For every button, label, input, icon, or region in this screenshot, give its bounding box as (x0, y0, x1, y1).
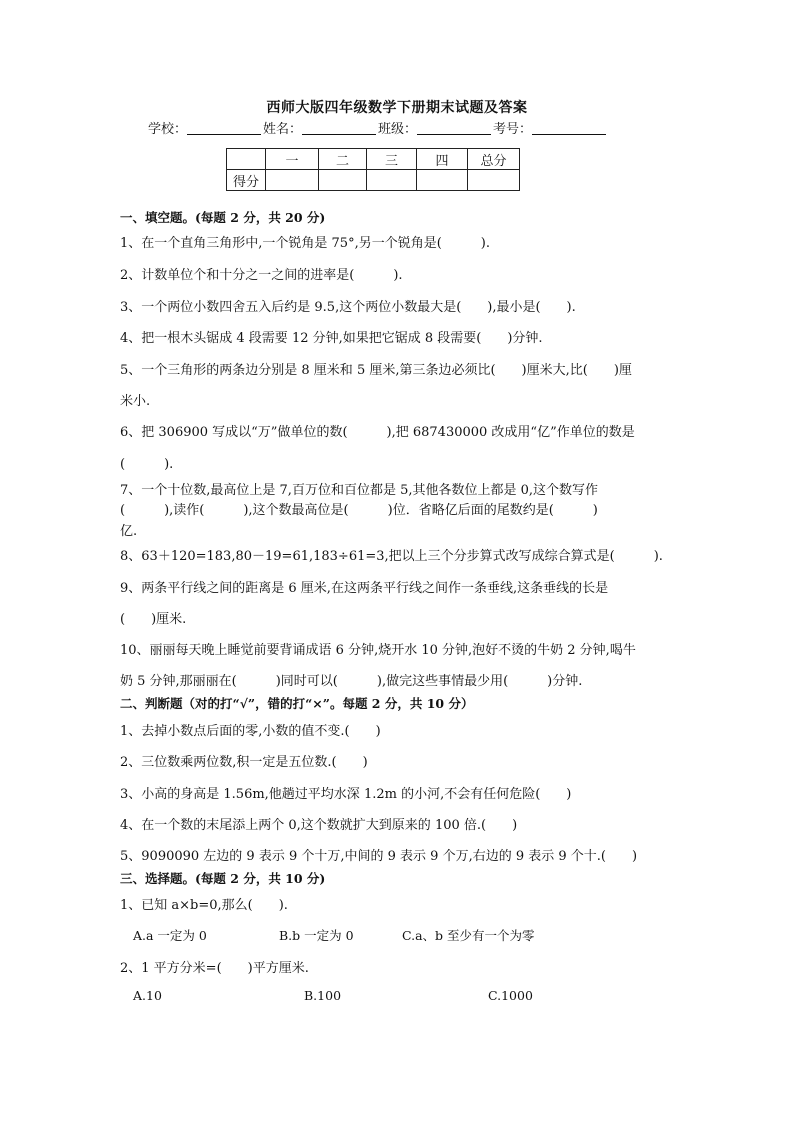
fill-question-3: 3、一个两位小数四舍五入后约是 9.5,这个两位小数最大是( ),最小是( ). (120, 300, 576, 315)
fill-question-5-line-1: 5、一个三角形的两条边分别是 8 厘米和 5 厘米,第三条边必须比( )厘米大,比( )厘 (120, 363, 632, 378)
judge-question-5: 5、9090090 左边的 9 表示 9 个十万,中间的 9 表示 9 个万,右边的 9 表示 9 个十.( ) (120, 849, 638, 864)
school-blank[interactable] (187, 121, 261, 135)
fill-question-8: 8、63＋120=183,80－19=61,183÷61=3,把以上三个分步算式改写成综合算式是( ). (120, 549, 663, 564)
fill-question-7-line-2: ( ),读作( ),这个数最高位是( )位．省略亿后面的尾数约是( ) (120, 503, 598, 518)
score-header-cell: 总分 (468, 149, 520, 170)
score-row (227, 170, 520, 191)
score-cell[interactable] (367, 170, 417, 191)
choice-2-option-c[interactable]: C.1000 (488, 988, 533, 1003)
choice-question-2: 2、1 平方分米=( )平方厘米. (120, 961, 309, 976)
choice-1-option-c[interactable]: C.a、b 至少有一个为零 (402, 928, 535, 943)
fill-question-6-line-2: ( ). (120, 457, 174, 472)
fill-question-9-line-2: ( )厘米. (120, 612, 187, 627)
section-choice-heading: 三、选择题。(每题 2 分，共 10 分) (120, 871, 326, 886)
score-cell[interactable] (468, 170, 520, 191)
page-title: 西师大版四年级数学下册期末试题及答案 (266, 100, 528, 116)
fill-question-1: 1、在一个直角三角形中,一个锐角是 75°,另一个锐角是( ). (120, 236, 490, 251)
score-header-cell (227, 149, 266, 170)
fill-question-10-line-1: 10、丽丽每天晚上睡觉前要背诵成语 6 分钟,烧开水 10 分钟,泡好不烫的牛奶 2 分钟,喝牛 (120, 643, 636, 658)
fill-question-4: 4、把一根木头锯成 4 段需要 12 分钟,如果把它锯成 8 段需要( )分钟. (120, 331, 543, 346)
section-judge-heading: 二、判断题（对的打“√”，错的打“×”。每题 2 分，共 10 分） (120, 696, 474, 711)
score-header-cell: 一 (266, 149, 319, 170)
fill-question-5-line-2: 米小. (120, 394, 151, 409)
student-info-line (148, 118, 608, 137)
score-header-cell: 四 (417, 149, 468, 170)
judge-question-2: 2、三位数乘两位数,积一定是五位数.( ) (120, 755, 368, 770)
name-blank[interactable] (302, 121, 376, 135)
name-label: 姓名： (263, 122, 303, 137)
exam-no-blank[interactable] (532, 121, 606, 135)
fill-question-6-line-1: 6、把 306900 写成以“万”做单位的数( ),把 687430000 改成用“亿”作单位的数是 (120, 425, 635, 440)
fill-question-7-line-1: 7、一个十位数,最高位上是 7,百万位和百位都是 5,其他各数位上都是 0,这个数写作 (120, 483, 599, 498)
exam-no-label: 考号： (493, 122, 533, 137)
score-cell[interactable] (417, 170, 468, 191)
fill-question-9-line-1: 9、两条平行线之间的距离是 6 厘米,在这两条平行线之间作一条垂线,这条垂线的长是 (120, 581, 609, 596)
score-row-label: 得分 (227, 170, 266, 191)
score-header-cell: 三 (367, 149, 417, 170)
fill-question-7-line-3: 亿. (120, 524, 138, 539)
score-table (226, 148, 520, 191)
score-cell[interactable] (319, 170, 367, 191)
choice-1-option-b[interactable]: B.b 一定为 0 (279, 928, 354, 943)
class-blank[interactable] (417, 121, 491, 135)
choice-1-option-a[interactable]: A.a 一定为 0 (133, 928, 207, 943)
choice-question-1: 1、已知 a×b=0,那么( ). (120, 898, 288, 913)
judge-question-1: 1、去掉小数点后面的零,小数的值不变.( ) (120, 724, 381, 739)
school-label: 学校： (148, 122, 188, 137)
score-cell[interactable] (266, 170, 319, 191)
choice-2-option-a[interactable]: A.10 (133, 988, 162, 1003)
judge-question-4: 4、在一个数的末尾添上两个 0,这个数就扩大到原来的 100 倍.( ) (120, 818, 518, 833)
fill-question-10-line-2: 奶 5 分钟,那丽丽在( )同时可以( ),做完这些事情最少用( )分钟. (120, 674, 583, 689)
fill-question-2: 2、计数单位个和十分之一之间的进率是( ). (120, 268, 403, 283)
score-header-cell: 二 (319, 149, 367, 170)
section-fill-heading: 一、填空题。(每题 2 分，共 20 分) (120, 210, 326, 225)
score-header-row (227, 149, 520, 170)
class-label: 班级： (378, 122, 418, 137)
choice-2-option-b[interactable]: B.100 (304, 988, 342, 1003)
judge-question-3: 3、小高的身高是 1.56m,他趟过平均水深 1.2m 的小河,不会有任何危险( ) (120, 787, 572, 802)
